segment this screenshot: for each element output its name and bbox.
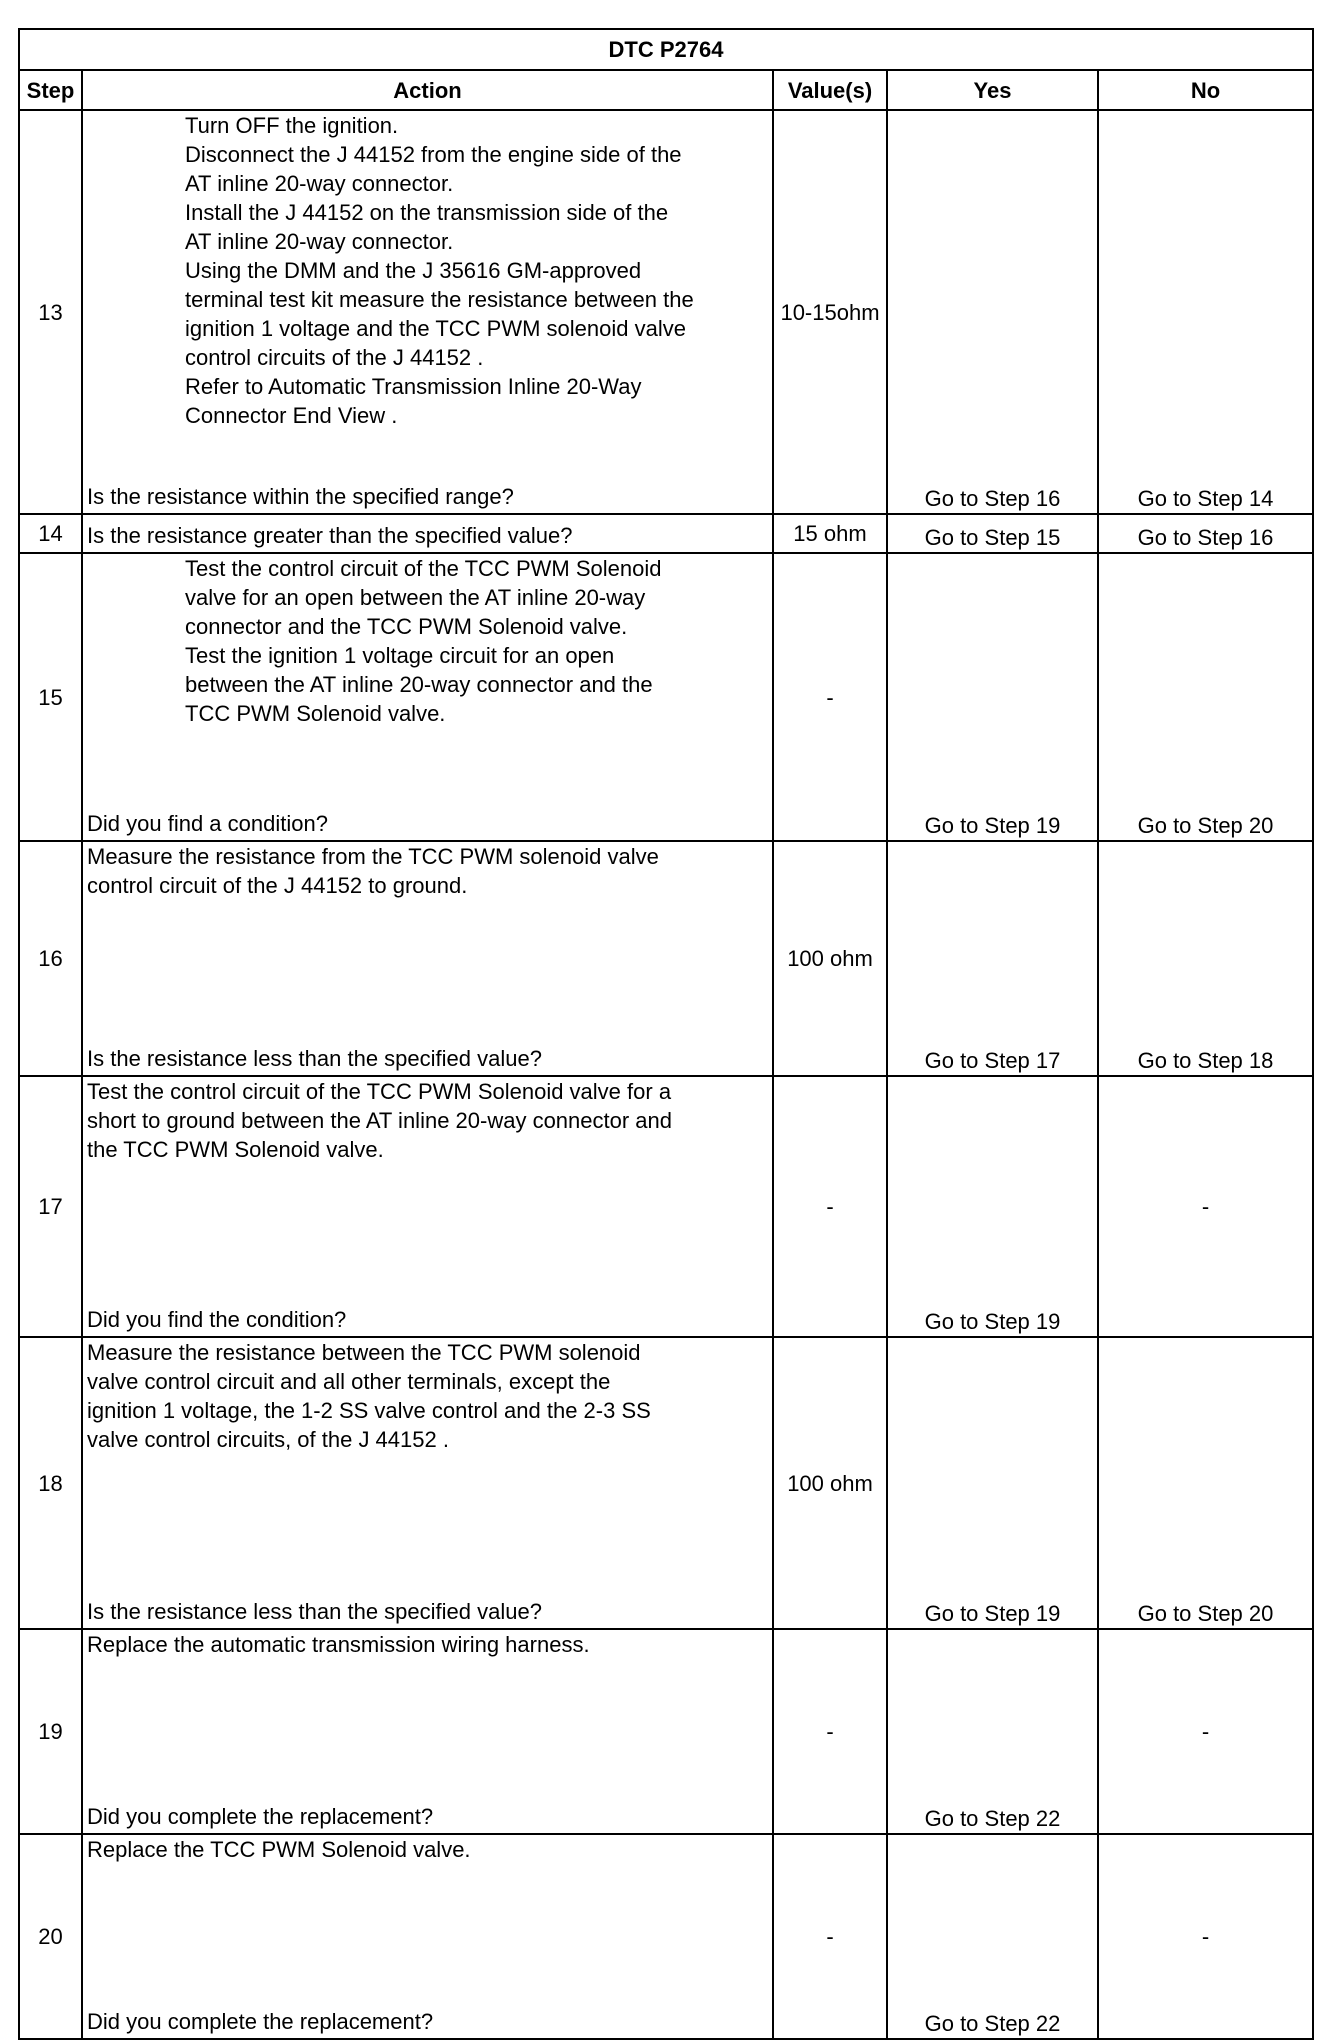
yes-action: Go to Step 15 <box>887 514 1098 553</box>
step-number: 16 <box>19 841 82 1076</box>
value-cell <box>773 1834 887 2039</box>
value-cell <box>773 514 887 553</box>
table-body <box>19 110 1313 2039</box>
step-number: 19 <box>19 1629 82 1834</box>
action-line: short to ground between the AT inline 20-way connector and <box>87 1108 673 1133</box>
action-line: Test the control circuit of the TCC PWM Solenoid valve for a <box>87 1079 672 1104</box>
action-line: Install the J 44152 on the transmission side of the <box>185 200 669 225</box>
action-instructions <box>87 1630 766 1659</box>
action-line: ignition 1 voltage, the 1-2 SS valve control and the 2-3 SS <box>87 1398 651 1423</box>
action-cell <box>82 1337 773 1629</box>
action-line: terminal test kit measure the resistance between the <box>185 287 694 312</box>
action-line: between the AT inline 20-way connector and the <box>185 672 653 697</box>
action-line: Test the ignition 1 voltage circuit for an open <box>185 643 615 668</box>
value-cell <box>773 1076 887 1337</box>
action-question: Did you complete the replacement? <box>87 1804 434 1829</box>
value-text: ohm <box>836 299 880 325</box>
header-row <box>19 70 1313 110</box>
action-line: valve control circuit and all other terminals, except the <box>87 1369 611 1394</box>
table-title: DTC P2764 <box>19 29 1313 70</box>
action-line: Replace the automatic transmission wiring harness. <box>87 1632 590 1657</box>
yes-action: Go to Step 19 <box>887 1337 1098 1629</box>
table-row <box>19 553 1313 841</box>
action-line: Measure the resistance between the TCC PWM solenoid <box>87 1340 641 1365</box>
step-number: 15 <box>19 553 82 841</box>
table-row <box>19 514 1313 553</box>
action-question: Did you complete the replacement? <box>87 2009 434 2034</box>
no-action: - <box>1098 1834 1313 2039</box>
table-row <box>19 1629 1313 1834</box>
header-step: Step <box>19 70 82 110</box>
action-question: Did you find a condition? <box>87 811 328 836</box>
yes-action: Go to Step 19 <box>887 1076 1098 1337</box>
value-text: 100 ohm <box>787 1470 873 1496</box>
action-cell <box>82 1076 773 1337</box>
value-cell <box>773 841 887 1076</box>
value-text: 15 ohm <box>793 521 867 546</box>
no-action: Go to Step 20 <box>1098 553 1313 841</box>
action-line: Using the DMM and the J 35616 GM-approved <box>185 258 642 283</box>
action-cell <box>82 841 773 1076</box>
step-number: 14 <box>19 514 82 553</box>
action-line: the TCC PWM Solenoid valve. <box>87 1137 384 1162</box>
no-action: - <box>1098 1076 1313 1337</box>
value-text: - <box>826 1924 834 1949</box>
action-line: Disconnect the J 44152 from the engine side of the <box>185 142 682 167</box>
action-instructions <box>87 842 766 900</box>
no-action: - <box>1098 1629 1313 1834</box>
action-instructions <box>87 1077 766 1164</box>
no-action: Go to Step 18 <box>1098 841 1313 1076</box>
action-line: valve for an open between the AT inline 20-way <box>185 585 646 610</box>
value-text: 10-15 <box>780 299 837 325</box>
action-question: Is the resistance less than the specified value? <box>87 1046 542 1071</box>
action-line: AT inline 20-way connector. <box>185 171 454 196</box>
action-cell <box>82 553 773 841</box>
yes-action: Go to Step 19 <box>887 553 1098 841</box>
action-question: Is the resistance greater than the specified value? <box>87 523 573 548</box>
table-row <box>19 110 1313 514</box>
action-line: Connector End View . <box>185 403 398 428</box>
action-instructions <box>87 554 766 728</box>
no-action: Go to Step 20 <box>1098 1337 1313 1629</box>
header-action: Action <box>82 70 773 110</box>
step-number: 17 <box>19 1076 82 1337</box>
dtc-table <box>18 28 1314 2040</box>
action-line: control circuit of the J 44152 to ground. <box>87 873 468 898</box>
action-line: Replace the TCC PWM Solenoid valve. <box>87 1837 471 1862</box>
yes-action: Go to Step 22 <box>887 1629 1098 1834</box>
step-number: 13 <box>19 110 82 514</box>
header-yes: Yes <box>887 70 1098 110</box>
action-instructions <box>87 1835 766 1864</box>
no-action: Go to Step 16 <box>1098 514 1313 553</box>
no-action: Go to Step 14 <box>1098 110 1313 514</box>
step-number: 20 <box>19 1834 82 2039</box>
step-number: 18 <box>19 1337 82 1629</box>
action-question: Did you find the condition? <box>87 1307 347 1332</box>
value-cell <box>773 110 887 514</box>
table-row <box>19 1076 1313 1337</box>
action-line: ignition 1 voltage and the TCC PWM solenoid valve <box>185 316 686 341</box>
action-line: Test the control circuit of the TCC PWM Solenoid <box>185 556 662 581</box>
action-question: Is the resistance within the specified range? <box>87 484 514 509</box>
action-line: control circuits of the J 44152 . <box>185 345 484 370</box>
value-text: - <box>826 1194 834 1219</box>
action-question: Is the resistance less than the specified value? <box>87 1599 542 1624</box>
value-text: - <box>826 1719 834 1744</box>
yes-action: Go to Step 22 <box>887 1834 1098 2039</box>
action-line: Refer to Automatic Transmission Inline 20-Way <box>185 374 642 399</box>
table-row <box>19 841 1313 1076</box>
value-text: 100 ohm <box>787 946 873 971</box>
header-no: No <box>1098 70 1313 110</box>
header-values: Value(s) <box>773 70 887 110</box>
action-cell <box>82 1629 773 1834</box>
action-line: Measure the resistance from the TCC PWM solenoid valve <box>87 844 659 869</box>
action-instructions <box>87 1338 766 1454</box>
action-cell <box>82 514 773 553</box>
action-line: AT inline 20-way connector. <box>185 229 454 254</box>
action-cell <box>82 110 773 514</box>
value-cell <box>773 1337 887 1629</box>
action-line: Turn OFF the ignition. <box>185 113 399 138</box>
action-instructions <box>87 111 766 430</box>
table-row <box>19 1337 1313 1629</box>
action-line: valve control circuits, of the J 44152 . <box>87 1427 449 1452</box>
yes-action: Go to Step 16 <box>887 110 1098 514</box>
value-text: - <box>826 684 834 710</box>
yes-action: Go to Step 17 <box>887 841 1098 1076</box>
action-line: connector and the TCC PWM Solenoid valve. <box>185 614 628 639</box>
value-cell <box>773 553 887 841</box>
action-line: TCC PWM Solenoid valve. <box>185 701 446 726</box>
value-cell <box>773 1629 887 1834</box>
table-row <box>19 1834 1313 2039</box>
action-cell <box>82 1834 773 2039</box>
